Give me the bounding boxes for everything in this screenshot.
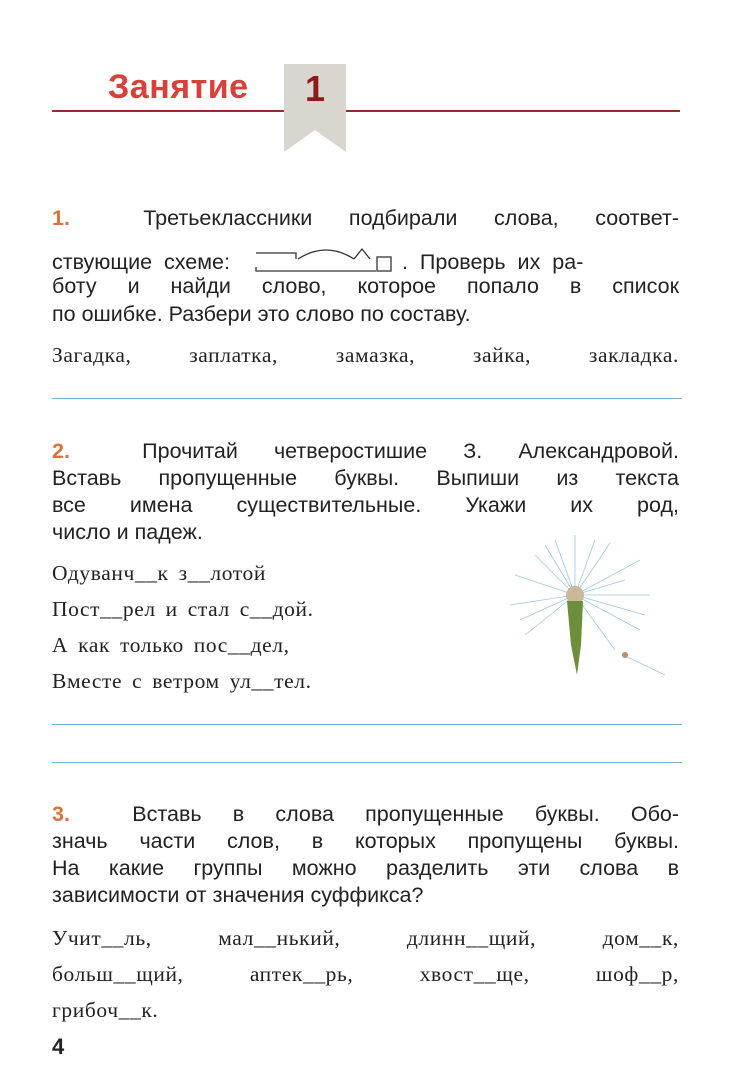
task1-line [52,205,679,231]
poem-line: Пост__рел и стал с__дой. [52,597,314,621]
task3-line: зависимости от значения суффикса? [52,883,424,907]
task2-line: число и падеж. [52,520,203,544]
task-number: 1. [52,206,70,230]
header-rule-right [346,110,680,112]
task1-line [52,245,679,275]
task1-line: боту и найди слово, которое попало в список [52,274,679,298]
poem-line: Вместе с ветром ул__тел. [52,669,312,693]
task1-line: по ошибке. Разбери это слово по составу. [52,302,471,326]
poem-line: Одуванч__к з__лотой [52,561,266,585]
header-rule-left [52,110,284,112]
poem-line: А как только пос__дел, [52,633,290,657]
task-number: 3. [52,802,70,826]
task-text: Вставь в слова пропущенные буквы. Обо- [132,802,679,826]
dandelion-illustration [505,535,685,695]
task-text: Третьеклассники подбирали слова, соответ- [143,206,679,230]
answer-line[interactable] [52,724,682,725]
task-number: 2. [52,439,70,463]
answer-line[interactable] [52,762,682,763]
task3-words: Учит__ль, мал__нький, длинн__щий, дом__к, [52,926,679,950]
page-number: 4 [52,1034,65,1059]
task3-line: На какие группы можно разделить эти слова в [52,856,679,880]
task-text: ствующие схеме: [52,250,230,274]
task3-words: грибоч__к. [52,998,159,1022]
task-text: . Проверь их ра- [401,250,584,274]
lesson-title: Занятие [108,68,249,106]
lesson-number: 1 [304,68,326,109]
task3-words: больш__щий, аптек__рь, хвост__ще, шоф__р, [52,962,679,986]
task-text: Прочитай четверостишие З. Александровой. [142,439,679,463]
task2-line: Вставь пропущенные буквы. Выпиши из текста [52,466,679,490]
task2-line [52,438,679,464]
task2-line: все имена существительные. Укажи их род, [52,493,679,517]
task1-words: Загадка, заплатка, замазка, зайка, закладка. [52,343,679,367]
task3-line: значь части слов, в которых пропущены буквы. [52,829,679,853]
answer-line[interactable] [52,398,682,399]
word-scheme-icon [254,245,402,275]
task3-line [52,801,679,827]
